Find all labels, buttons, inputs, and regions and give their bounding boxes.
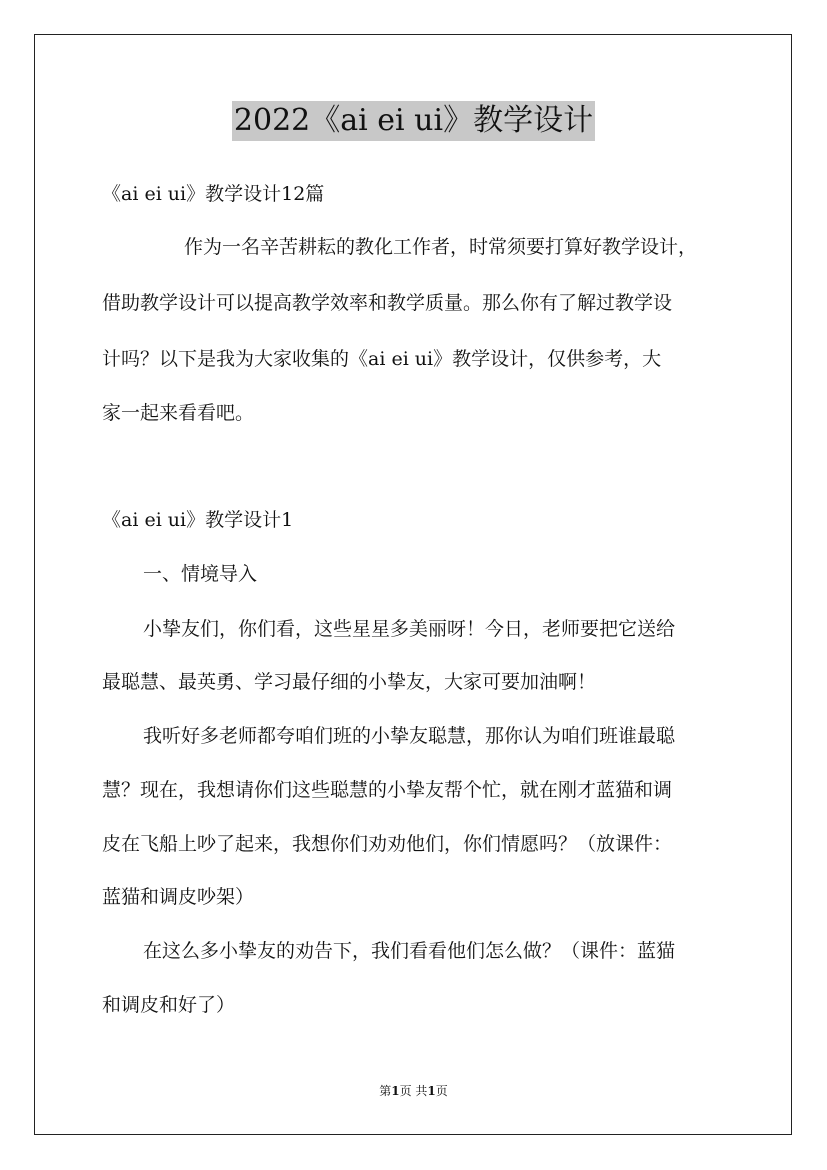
page-current: 1 <box>391 1084 400 1098</box>
body-line: 皮在飞船上吵了起来，我想你们劝劝他们，你们情愿吗？（放课件： <box>102 833 673 855</box>
subheading: 一、情境导入 <box>143 563 258 585</box>
title-container <box>0 101 827 141</box>
page-footer <box>0 1083 827 1099</box>
body-line: 小挚友们，你们看，这些星星多美丽呀！今日，老师要把它送给 <box>143 618 676 640</box>
intro-line: 计吗？以下是我为大家收集的《ai ei ui》教学设计，仅供参考，大 <box>102 348 662 370</box>
footer-suffix: 页 <box>435 1084 448 1098</box>
intro-line: 作为一名辛苦耕耘的教化工作者，时常须要打算好教学设计， <box>184 236 698 258</box>
body-line: 和调皮和好了） <box>102 994 236 1016</box>
body-line: 在这么多小挚友的劝告下，我们看看他们怎么做？（课件：蓝猫 <box>143 940 676 962</box>
body-line: 最聪慧、最英勇、学习最仔细的小挚友，大家可要加油啊！ <box>102 671 597 693</box>
document-subtitle: 《ai ei ui》教学设计12篇 <box>102 183 325 205</box>
document-title: 2022《ai ei ui》教学设计 <box>232 101 595 141</box>
footer-mid: 页 共 <box>399 1084 428 1098</box>
body-line: 我听好多老师都夸咱们班的小挚友聪慧，那你认为咱们班谁最聪 <box>143 725 676 747</box>
section-heading: 《ai ei ui》教学设计1 <box>102 509 294 531</box>
intro-line: 借助教学设计可以提高教学效率和教学质量。那么你有了解过教学设 <box>102 292 673 314</box>
footer-prefix: 第 <box>379 1084 392 1098</box>
page-total: 1 <box>427 1084 436 1098</box>
intro-line: 家一起来看看吧。 <box>102 402 255 424</box>
body-line: 蓝猫和调皮吵架） <box>102 886 255 908</box>
body-line: 慧？现在，我想请你们这些聪慧的小挚友帮个忙，就在刚才蓝猫和调 <box>102 779 673 801</box>
